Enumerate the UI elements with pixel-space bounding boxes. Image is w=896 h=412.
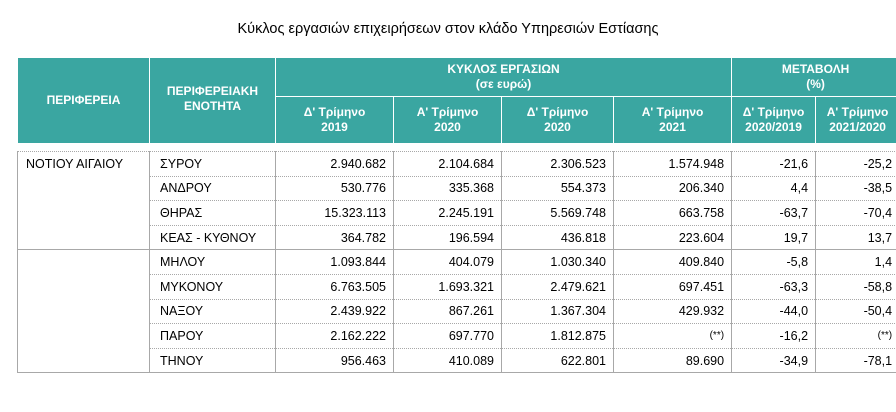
table-row xyxy=(18,176,896,201)
change-cell: -38,5 xyxy=(816,176,896,201)
change-cell: -78,1 xyxy=(816,348,896,373)
value-cell: 1.093.844 xyxy=(276,250,394,275)
value-cell: 364.782 xyxy=(276,225,394,250)
change-cell-not-available: (**) xyxy=(816,324,896,349)
value-cell: 2.162.222 xyxy=(276,324,394,349)
value-cell: 196.594 xyxy=(394,225,502,250)
unit-cell: ΚΕΑΣ - ΚΥΘΝΟΥ xyxy=(150,225,276,250)
value-cell: 2.306.523 xyxy=(502,152,614,177)
unit-cell: ΣΥΡΟΥ xyxy=(150,152,276,177)
value-cell: 206.340 xyxy=(614,176,732,201)
change-cell: -5,8 xyxy=(732,250,816,275)
value-cell: 89.690 xyxy=(614,348,732,373)
change-cell: 4,4 xyxy=(732,176,816,201)
change-cell: 13,7 xyxy=(816,225,896,250)
value-cell: 2.940.682 xyxy=(276,152,394,177)
value-cell: 410.089 xyxy=(394,348,502,373)
table-row xyxy=(18,299,896,324)
value-cell: 404.079 xyxy=(394,250,502,275)
change-cell: 19,7 xyxy=(732,225,816,250)
region-cell: ΝΟΤΙΟΥ ΑΙΓΑΙΟΥ xyxy=(18,152,150,250)
header-unit: ΠΕΡΙΦΕΡΕΙΑΚΗ ΕΝΟΤΗΤΑ xyxy=(150,58,276,144)
change-cell: -50,4 xyxy=(816,299,896,324)
table-row xyxy=(18,225,896,250)
value-cell: 1.693.321 xyxy=(394,274,502,299)
value-cell: 956.463 xyxy=(276,348,394,373)
value-cell: 663.758 xyxy=(614,201,732,226)
value-cell: 867.261 xyxy=(394,299,502,324)
unit-cell: ΤΗΝΟΥ xyxy=(150,348,276,373)
value-cell: 1.812.875 xyxy=(502,324,614,349)
table-row xyxy=(18,324,896,349)
value-cell: 1.574.948 xyxy=(614,152,732,177)
change-cell: 1,4 xyxy=(816,250,896,275)
table-row xyxy=(18,152,896,177)
change-cell: -58,8 xyxy=(816,274,896,299)
change-cell: -63,3 xyxy=(732,274,816,299)
region-cell-continued xyxy=(18,250,150,373)
unit-cell: ΝΑΞΟΥ xyxy=(150,299,276,324)
unit-cell: ΑΝΔΡΟΥ xyxy=(150,176,276,201)
value-cell: 6.763.505 xyxy=(276,274,394,299)
change-cell: -25,2 xyxy=(816,152,896,177)
value-cell: 2.439.922 xyxy=(276,299,394,324)
unit-cell: ΜΥΚΟΝΟΥ xyxy=(150,274,276,299)
change-cell: -16,2 xyxy=(732,324,816,349)
change-cell: -34,9 xyxy=(732,348,816,373)
value-cell: 2.104.684 xyxy=(394,152,502,177)
change-cell: -44,0 xyxy=(732,299,816,324)
value-cell: 436.818 xyxy=(502,225,614,250)
value-cell: 15.323.113 xyxy=(276,201,394,226)
header-region: ΠΕΡΙΦΕΡΕΙΑ xyxy=(18,58,150,144)
unit-cell: ΠΑΡΟΥ xyxy=(150,324,276,349)
value-cell: 2.479.621 xyxy=(502,274,614,299)
value-cell: 1.367.304 xyxy=(502,299,614,324)
value-cell: 697.451 xyxy=(614,274,732,299)
header-col-change-2: Α' Τρίμηνο 2021/2020 xyxy=(816,97,896,144)
value-cell: 2.245.191 xyxy=(394,201,502,226)
header-col-a2021: Α' Τρίμηνο 2021 xyxy=(614,97,732,144)
value-cell: 335.368 xyxy=(394,176,502,201)
header-turnover: ΚΥΚΛΟΣ ΕΡΓΑΣΙΩΝ (σε ευρώ) xyxy=(276,58,732,97)
value-cell: 409.840 xyxy=(614,250,732,275)
table-row xyxy=(18,274,896,299)
value-cell-not-available: (**) xyxy=(614,324,732,349)
unit-cell: ΘΗΡΑΣ xyxy=(150,201,276,226)
table-row xyxy=(18,348,896,373)
value-cell: 530.776 xyxy=(276,176,394,201)
turnover-table xyxy=(17,57,896,373)
value-cell: 5.569.748 xyxy=(502,201,614,226)
header-col-change-1: Δ' Τρίμηνο 2020/2019 xyxy=(732,97,816,144)
header-change: ΜΕΤΑΒΟΛΗ (%) xyxy=(732,58,896,97)
change-cell: -21,6 xyxy=(732,152,816,177)
value-cell: 554.373 xyxy=(502,176,614,201)
header-col-a2020: Α' Τρίμηνο 2020 xyxy=(394,97,502,144)
change-cell: -63,7 xyxy=(732,201,816,226)
table-row xyxy=(18,250,896,275)
header-col-d2019: Δ' Τρίμηνο 2019 xyxy=(276,97,394,144)
value-cell: 223.604 xyxy=(614,225,732,250)
value-cell: 1.030.340 xyxy=(502,250,614,275)
header-col-d2020: Δ' Τρίμηνο 2020 xyxy=(502,97,614,144)
unit-cell: ΜΗΛΟΥ xyxy=(150,250,276,275)
change-cell: -70,4 xyxy=(816,201,896,226)
value-cell: 697.770 xyxy=(394,324,502,349)
value-cell: 429.932 xyxy=(614,299,732,324)
value-cell: 622.801 xyxy=(502,348,614,373)
page-title: Κύκλος εργασιών επιχειρήσεων στον κλάδο Υπηρεσιών Εστίασης xyxy=(237,21,659,37)
table-row xyxy=(18,201,896,226)
